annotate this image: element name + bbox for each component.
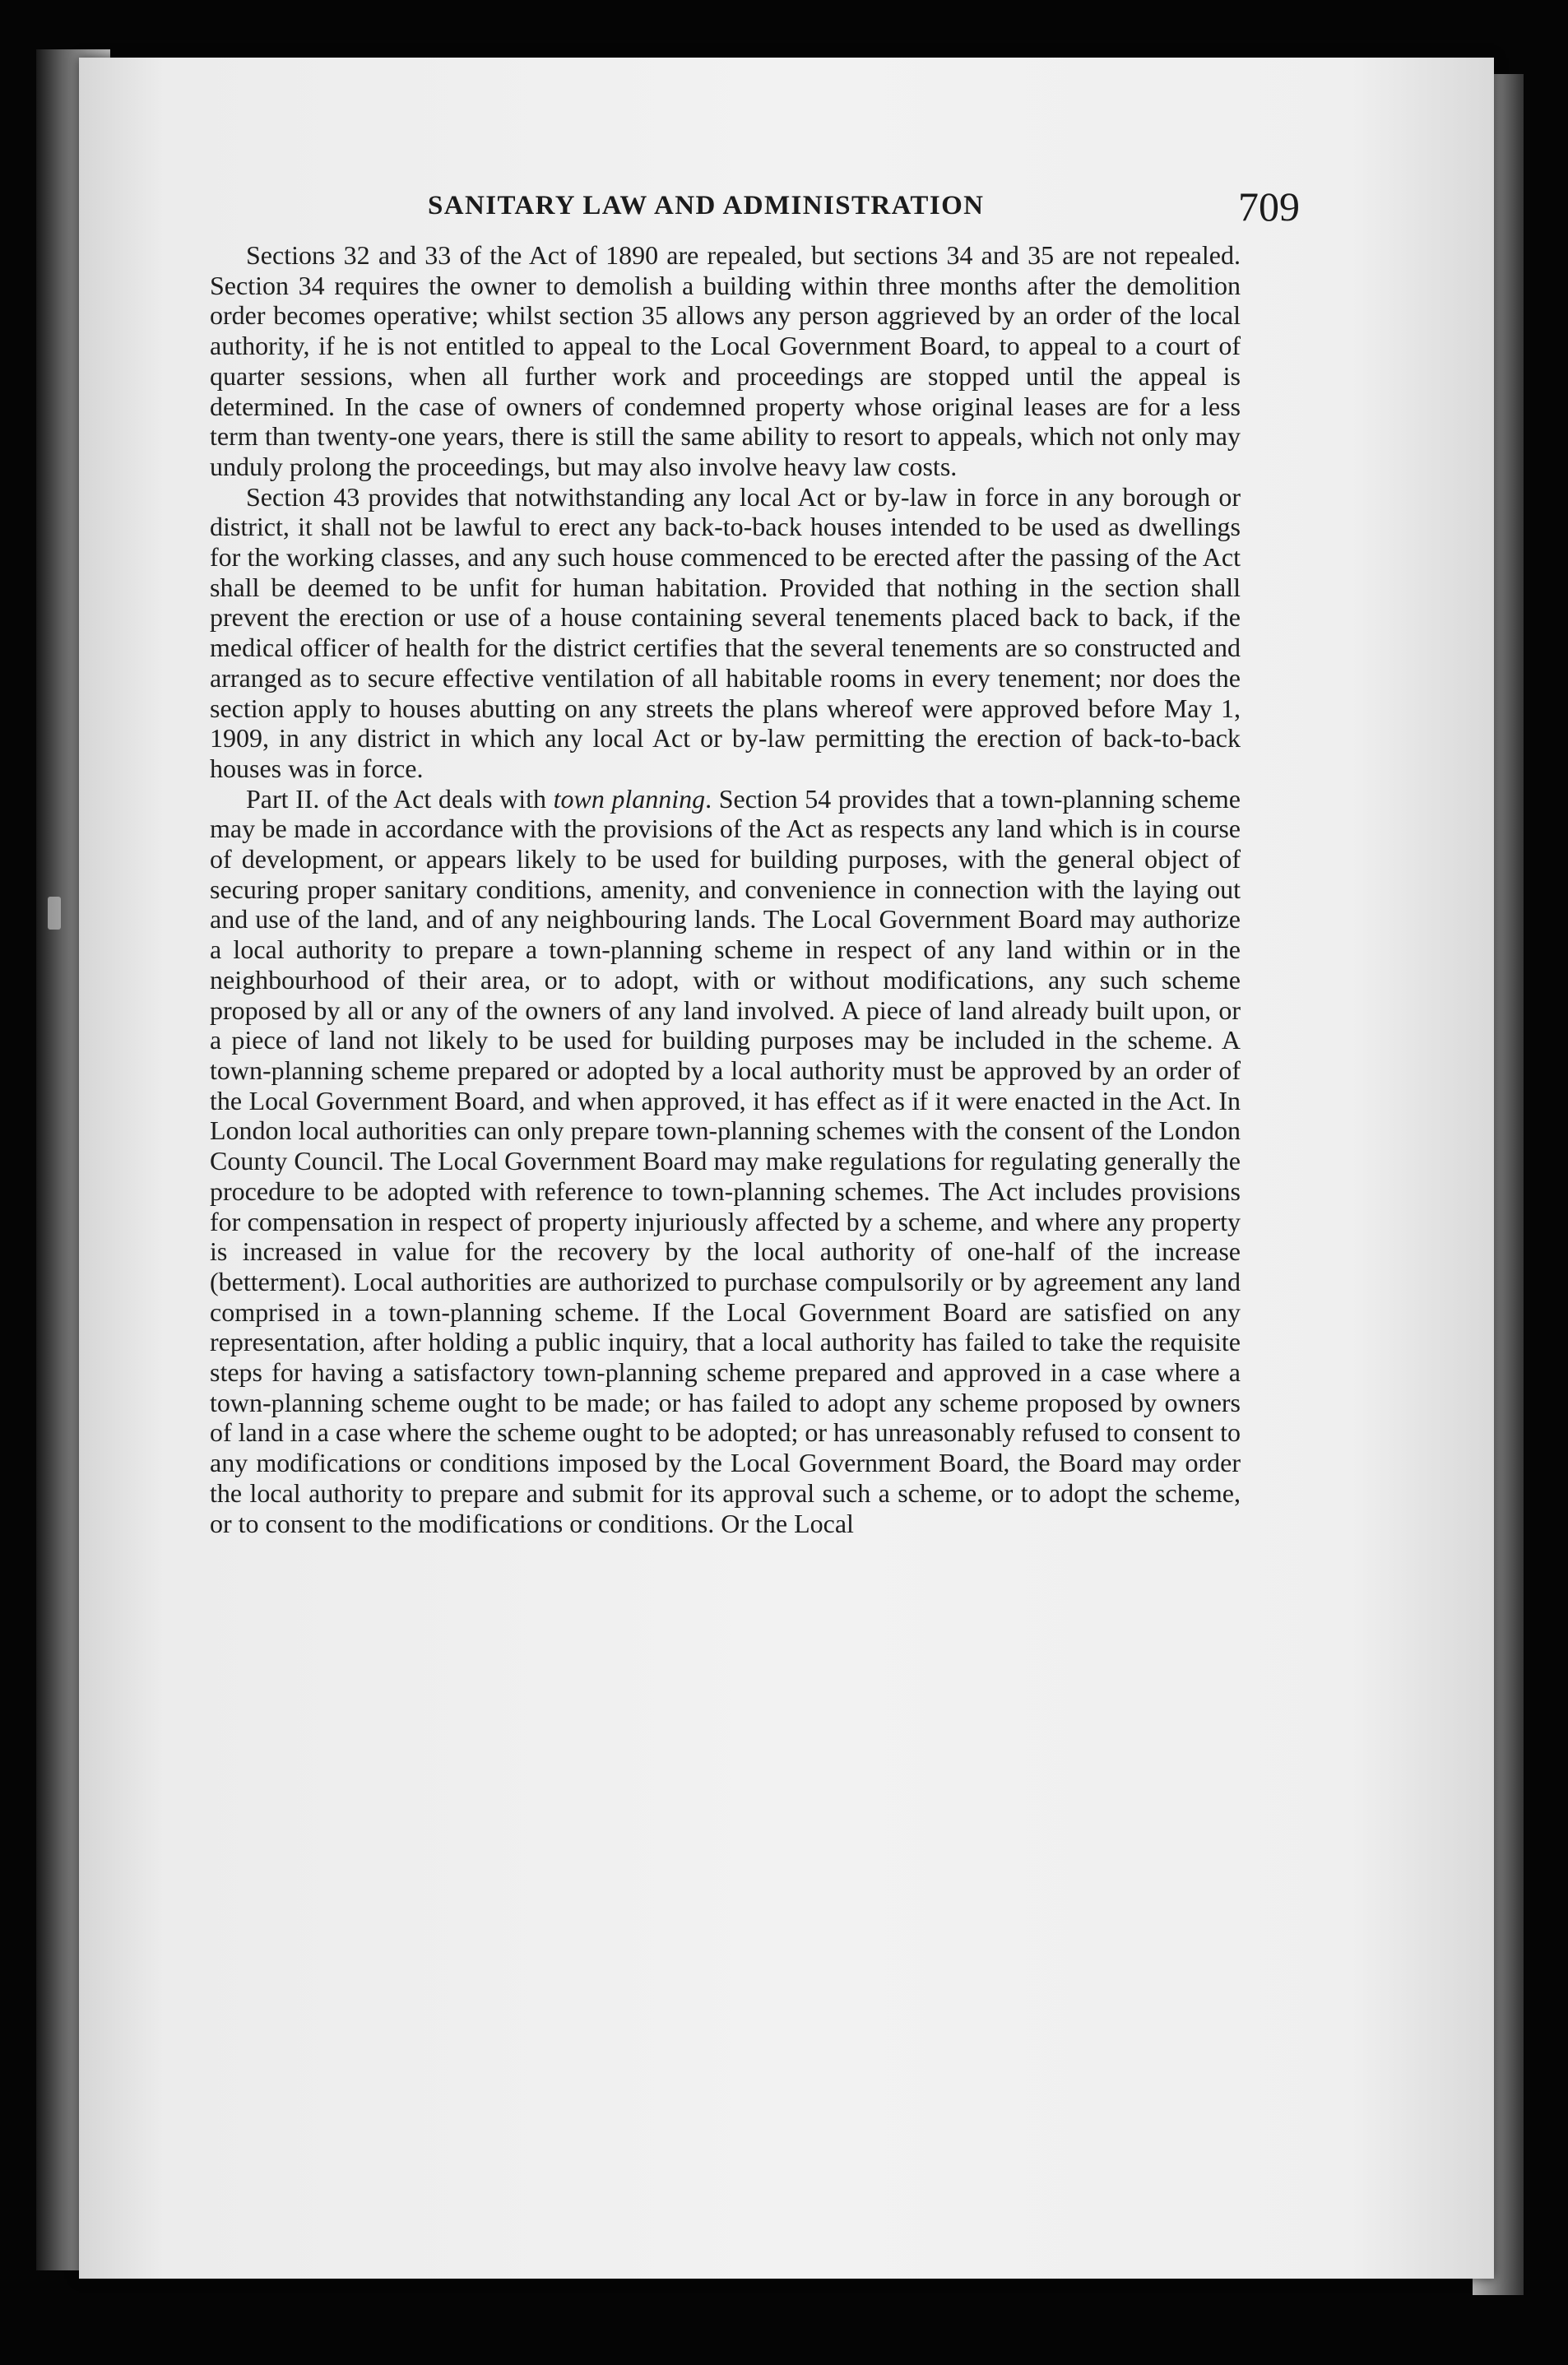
running-head: SANITARY LAW AND ADMINISTRATION (428, 191, 985, 220)
paragraph-back-to-back: Section 43 provides that notwithstanding any local Act or by-law in force in any borough or district, it shall not be lawful to erect any back-to-back houses intended to be used as dwellings for the working classes, and any such house commenced to be erected after the passing of the Act shall be deemed to be unfit for human habitation. Provided that nothing in the section shall prevent the erection or use of a house containing several tenements placed back to back, if the medical officer of health for the district certifies that the several tenements are so constructed and arranged as to secure effective ventilation of all habitable rooms in every tenement; nor does the section apply to houses abutting on any streets the plans whereof were approved before May 1, 1909, in any district in which any local Act or by-law permitting the erection of back-to-back houses was in force. (210, 481, 1241, 783)
margin-mark (48, 897, 61, 930)
paragraph-lead: Part II. of the Act deals with (246, 783, 554, 814)
italic-term: town planning (553, 783, 706, 814)
paragraph-repeal: Sections 32 and 33 of the Act of 1890 are repealed, but sections 34 and 35 are not repealed. Section 34 requires the owner to demolish a building within three months after the demolition order becomes operative; whilst section 35 allows any person aggrieved by an order of the local authority, if he is not entitled to appeal to the Local Government Board, to appeal to a court of quarter sessions, when all further work and proceedings are stopped until the appeal is determined. In the case of owners of condemned property whose original leases are for a less term than twenty-one years, there is still the same ability to resort to appeals, which not only may unduly prolong the proceedings, but may also involve heavy law costs. (210, 240, 1241, 481)
page-number: 709 (1238, 183, 1300, 230)
body-text (210, 240, 1241, 1538)
paragraph-rest: . Section 54 provides that a town-planning scheme may be made in accordance with the provisions of the Act as respects any land which is in course of development, or appears likely to be used for building purposes, with the general object of securing proper sanitary conditions, amenity, and convenience in connection with the laying out and use of the land, and of any neighbouring lands. The Local Government Board may authorize a local authority to prepare a town-planning scheme in respect of any land within or in the neighbourhood of their area, or to adopt, with or without modifications, any such scheme proposed by all or any of the owners of any land involved. A piece of land already built upon, or a piece of land not likely to be used for building purposes may be included in the scheme. A town-planning scheme prepared or adopted by a local authority must be approved by an order of the Local Government Board, and when approved, it has effect as if it were enacted in the Act. In London local authorities can only prepare town-planning schemes with the consent of the London County Council. The Local Government Board may make regulations for regulating generally the procedure to be adopted with reference to town-planning schemes. The Act includes provisions for compensation in respect of property injuriously affected by a scheme, and where any property is increased in value for the recovery by the local authority of one-half of the increase (betterment). Local authorities are authorized to purchase compulsorily or by agreement any land comprised in a town-planning scheme. If the Local Government Board are satisfied on any representation, after holding a public inquiry, that a local authority has failed to take the requisite steps for having a satisfactory town-planning scheme prepared and approved in a case where a town-planning scheme ought to be made; or has failed to adopt any scheme proposed by owners of land in a case where the scheme ought to be adopted; or has unreasonably refused to consent to any modifications or conditions imposed by the Local Government Board, the Board may order the local authority to prepare and submit for its approval such a scheme, or to adopt the scheme, or to consent to the modifications or conditions. Or the Local (210, 783, 1241, 1538)
paragraph-town-planning (210, 784, 1241, 1539)
page-header (428, 183, 1300, 245)
